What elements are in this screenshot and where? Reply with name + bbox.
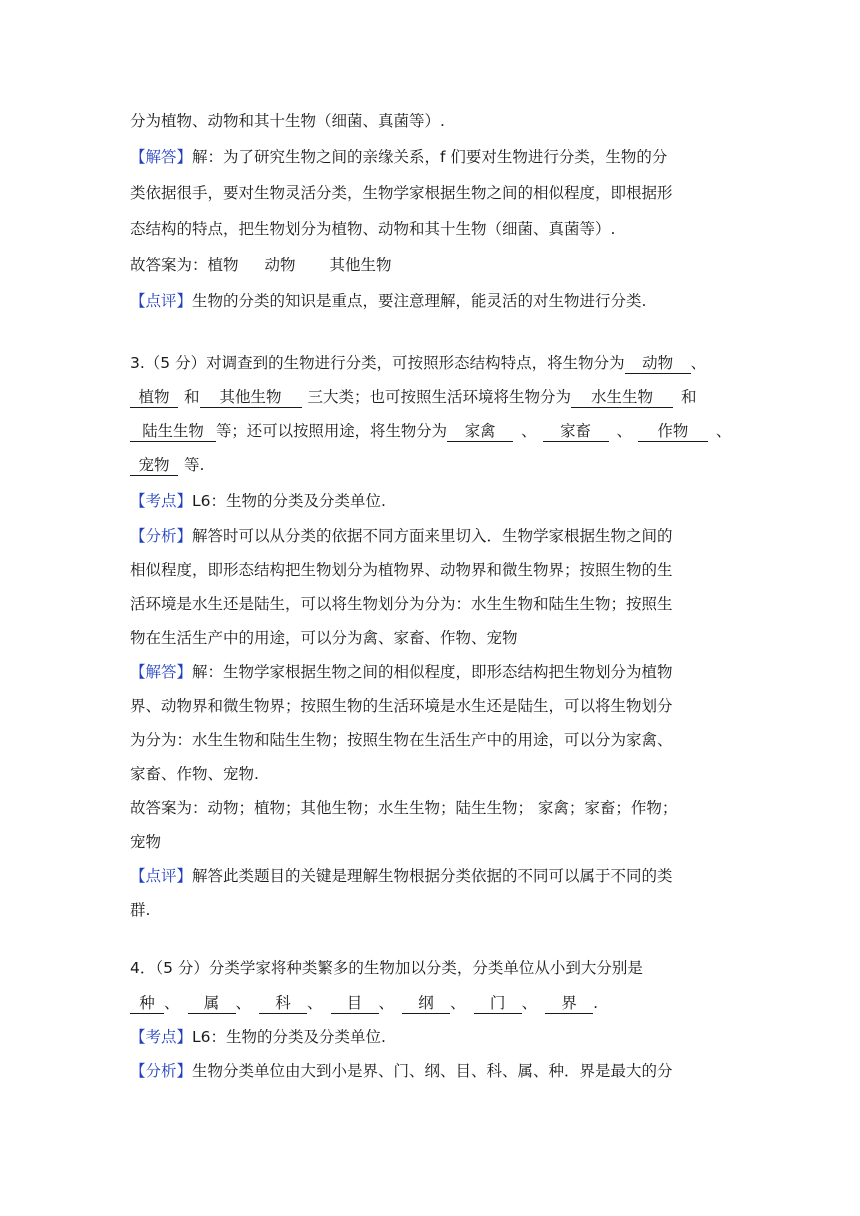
q3-stem-text: 等；还可以按照用途，将生物分为 [216,422,448,440]
q3-stem-text: 等. [184,456,205,474]
q4-stem-line: 4．（5 分）分类学家将种类繁多的生物加以分类，分类单位从小到大分别是 [130,959,643,977]
q2-line: 分为植物、动物和其十生物（细菌、真菌等）. [130,112,445,130]
q2-jieda-line [130,146,730,168]
answer-blank: 属 [188,994,236,1014]
q3-dianping-line [130,865,730,887]
q3-stem-line [130,454,730,476]
kaodian-text: L6：生物的分类及分类单位. [192,1028,386,1046]
answer-blank: 水生生物 [571,388,673,408]
answer-blank: 种 [130,994,164,1014]
dianping-text: 解答此类题目的关键是理解生物根据分类依据的不同可以属于不同的类 [192,867,673,885]
period: . [593,994,599,1012]
jieda-tag: 【解答】 [130,663,193,681]
answer-blank: 家禽 [447,422,513,442]
q4-blanks-line [130,992,730,1014]
q3-fenxi-line: 相似程度，即形态结构把生物划分为植物界、动物界和微生物界；按照生物的生 [130,561,673,579]
separator: 、 [450,994,466,1012]
q3-fenxi-line [130,525,730,547]
answer-blank: 陆生生物 [130,422,216,442]
q3-answer-line: 宠物 [130,833,162,851]
separator: 、 [690,354,707,372]
kaodian-tag: 【考点】 [130,1028,193,1046]
answer-blank: 界 [545,994,593,1014]
connector: 和 [681,388,697,406]
fenxi-tag: 【分析】 [130,1062,193,1080]
q3-fenxi-line: 物在生活生产中的用途，可以分为禽、家畜、作物、宠物 [130,629,518,647]
answer-blank: 目 [331,994,379,1014]
q3-jieda-line [130,661,730,683]
fenxi-tag: 【分析】 [130,527,193,545]
answer-blank: 动物 [625,354,691,374]
q3-jieda-line: 家畜、作物、宠物. [130,765,259,783]
q2-jieda-line: 态结构的特点，把生物划分为植物、动物和其十生物（细菌、真菌等）. [130,220,616,238]
answer-blank: 家畜 [543,422,609,442]
separator: 、 [616,422,632,440]
q4-kaodian-line [130,1026,730,1048]
answer-blank: 纲 [402,994,450,1014]
answer-blank: 其他生物 [200,388,302,408]
q3-stem-line [130,386,730,408]
q3-kaodian-line [130,490,730,512]
q3-stem-line [130,420,730,442]
dianping-text: 生物的分类的知识是重点，要注意理解，能灵活的对生物进行分类. [192,292,647,310]
answer-blank: 门 [474,994,522,1014]
separator: 、 [235,994,252,1012]
q3-dianping-line: 群. [130,901,151,919]
q4-fenxi-line [130,1060,730,1082]
connector: 和 [184,388,200,406]
fenxi-text: 解答时可以从分类的依据不同方面来里切入．生物学家根据生物之间的 [192,527,673,545]
answer-blank: 宠物 [130,456,178,476]
answer-item: 其他生物 [329,256,392,274]
q3-stem-text: 3.（5 分）对调查到的生物进行分类，可按照形态结构特点，将生物分为 [130,354,625,372]
kaodian-text: L6：生物的分类及分类单位. [192,492,386,510]
separator: 、 [715,422,732,440]
q2-jieda-line: 类依据很手，要对生物灵活分类，生物学家根据生物之间的相似程度，即根据形 [130,184,673,202]
q3-jieda-line: 界、动物界和微生物界；按照生物的生活环境是水生还是陆生，可以将生物划分 [130,697,673,715]
jieda-text: 解：生物学家根据生物之间的相似程度，即形态结构把生物划分为植物 [192,663,673,681]
q3-stem-line [130,352,730,374]
dianping-tag: 【点评】 [130,292,193,310]
separator: 、 [521,994,538,1012]
separator: 、 [307,994,323,1012]
separator: 、 [378,994,395,1012]
answer-item: 植物 [207,256,239,274]
dianping-tag: 【点评】 [130,867,193,885]
fenxi-text: 生物分类单位由大到小是界、门、纲、目、科、属、种．界是最大的分 [192,1062,673,1080]
answer-prefix: 故答案为： [130,256,208,274]
q3-jieda-line: 为分为：水生生物和陆生生物；按照生物在生活生产中的用途，可以分为家禽、 [130,731,673,749]
q3-answer-line: 故答案为：动物；植物；其他生物；水生生物；陆生生物； 家禽；家畜；作物； [130,799,678,817]
jieda-tag: 【解答】 [130,148,193,166]
answer-blank: 作物 [638,422,708,442]
separator: 、 [521,422,537,440]
q2-answer-line [130,254,730,276]
q2-dianping-line [130,290,730,312]
answer-item: 动物 [264,256,296,274]
answer-blank: 科 [259,994,307,1014]
answer-blank: 植物 [130,388,178,408]
q3-stem-text: 三大类；也可按照生活环境将生物分为 [307,388,572,406]
jieda-text: 解：为了研究生物之间的亲缘关系，f 们要对生物进行分类，生物的分 [192,148,668,166]
separator: 、 [164,994,180,1012]
q3-fenxi-line: 活环境是水生还是陆生，可以将生物划分为分为：水生生物和陆生生物；按照生 [130,595,673,613]
kaodian-tag: 【考点】 [130,492,193,510]
